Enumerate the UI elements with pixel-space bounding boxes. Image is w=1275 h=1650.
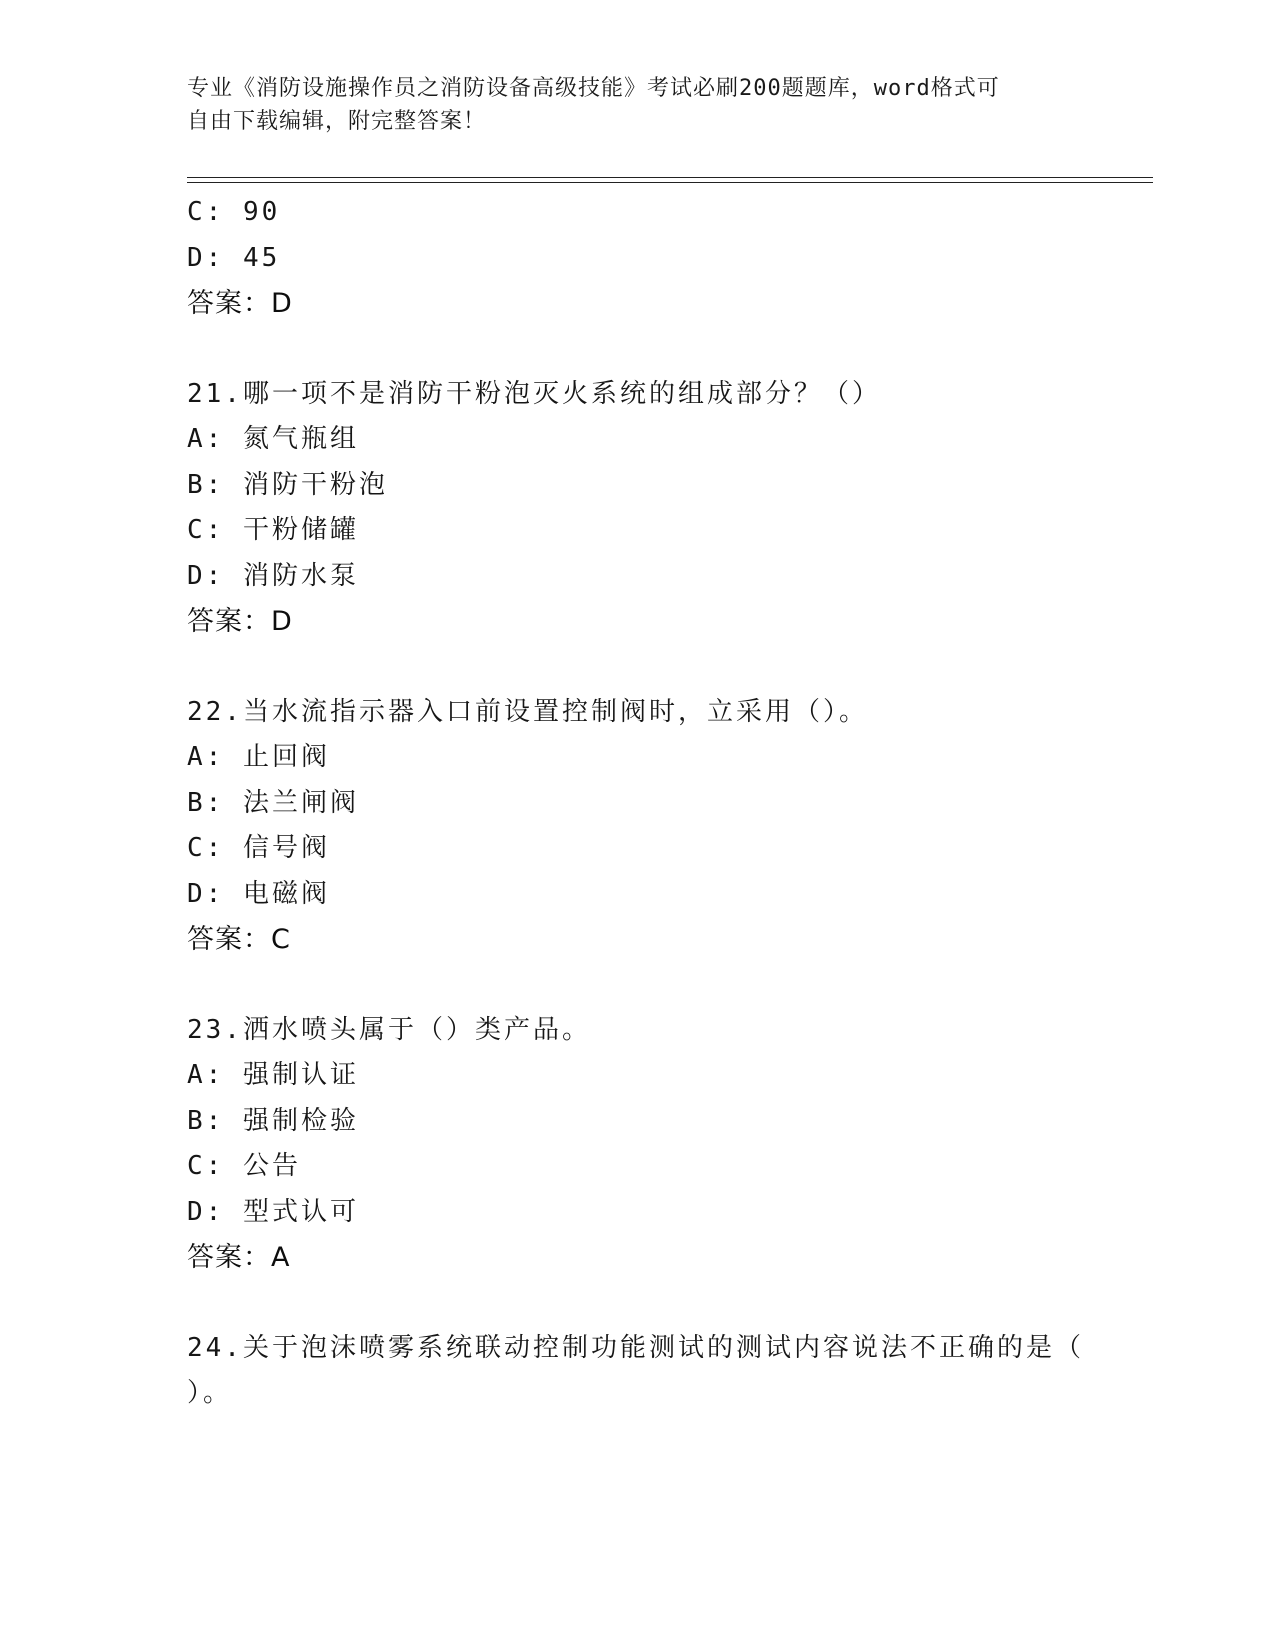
option-c: C: 干粉储罐 bbox=[187, 515, 359, 545]
option-b: B: 强制检验 bbox=[187, 1105, 359, 1136]
option-b: B: 消防干粉泡 bbox=[187, 469, 388, 500]
option-d: D: 消防水泵 bbox=[187, 560, 359, 591]
question-20-continued bbox=[187, 190, 1087, 327]
question-stem: 23.洒水喷头属于（）类产品。 bbox=[187, 1014, 591, 1045]
question-list bbox=[187, 190, 1087, 1417]
spacer bbox=[187, 963, 1087, 1008]
header-divider-top bbox=[187, 177, 1153, 178]
option-c: C: 90 bbox=[187, 197, 281, 227]
option-b: B: 法兰闸阀 bbox=[187, 787, 359, 818]
answer-line: 答案：C bbox=[187, 924, 291, 955]
question-stem: 21.哪一项不是消防干粉泡灭火系统的组成部分？（） bbox=[187, 378, 881, 409]
spacer bbox=[187, 1281, 1087, 1326]
question-stem: 22.当水流指示器入口前设置控制阀时，立采用（）。 bbox=[187, 696, 868, 727]
header-divider-bottom bbox=[187, 182, 1153, 183]
question-21 bbox=[187, 372, 1087, 645]
option-d: D: 45 bbox=[187, 242, 281, 273]
question-23 bbox=[187, 1008, 1087, 1281]
answer-line: 答案：A bbox=[187, 1242, 291, 1273]
question-stem-line-2: ）。 bbox=[187, 1378, 233, 1408]
question-24 bbox=[187, 1326, 1087, 1417]
option-a: A: 强制认证 bbox=[187, 1060, 359, 1090]
option-c: C: 公告 bbox=[187, 1151, 301, 1181]
option-a: A: 氮气瓶组 bbox=[187, 424, 359, 454]
option-a: A: 止回阀 bbox=[187, 742, 330, 772]
header-title-line-1: 专业《消防设施操作员之消防设备高级技能》考试必刷200题题库，word格式可 bbox=[187, 76, 1000, 101]
question-22 bbox=[187, 690, 1087, 963]
spacer bbox=[187, 327, 1087, 372]
question-stem-line-1: 24.关于泡沫喷雾系统联动控制功能测试的测试内容说法不正确的是（ bbox=[187, 1332, 1084, 1363]
option-c: C: 信号阀 bbox=[187, 833, 330, 863]
option-d: D: 型式认可 bbox=[187, 1196, 359, 1227]
document-header bbox=[187, 72, 1067, 138]
header-title-line-2: 自由下载编辑，附完整答案！ bbox=[187, 109, 487, 134]
answer-line: 答案：D bbox=[187, 606, 293, 637]
option-d: D: 电磁阀 bbox=[187, 878, 330, 909]
answer-line: 答案：D bbox=[187, 288, 293, 319]
spacer bbox=[187, 645, 1087, 690]
